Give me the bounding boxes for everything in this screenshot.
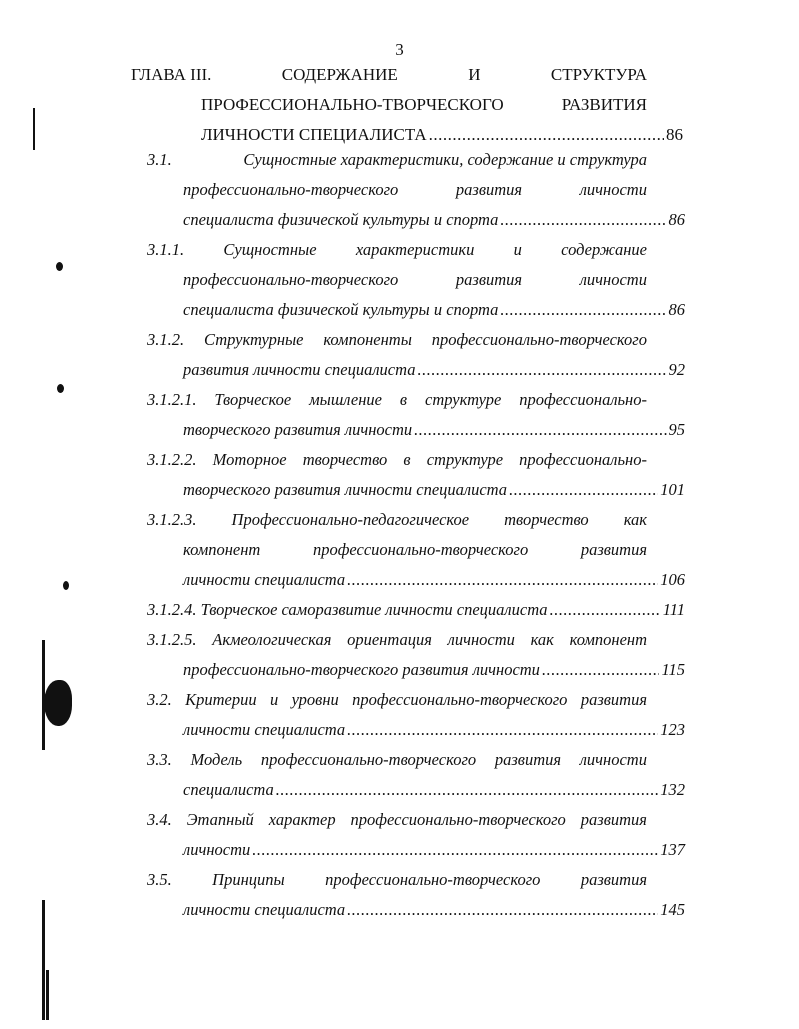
toc-word: Профессионально-педагогическое xyxy=(231,510,470,529)
toc-word: 3.4. xyxy=(147,810,172,829)
chapter-title-end: ЛИЧНОСТИ СПЕЦИАЛИСТА xyxy=(201,125,427,144)
toc-word: профессионально-творческого xyxy=(352,690,568,709)
toc-page-number: 115 xyxy=(661,660,685,679)
dot-leader xyxy=(347,570,658,590)
toc-entry-last-line xyxy=(183,210,685,230)
toc-page-number: 106 xyxy=(660,570,685,589)
toc-word: развития xyxy=(455,270,523,289)
toc-entry-title: 3.1.2.4. Творческое саморазвитие личности специалиста xyxy=(147,600,548,619)
toc-entry-line xyxy=(183,540,647,560)
dot-leader xyxy=(550,600,661,620)
toc-entry-line xyxy=(147,810,647,830)
toc-entry-line xyxy=(147,240,647,260)
dot-leader xyxy=(347,900,658,920)
scan-mark xyxy=(33,108,35,150)
toc-page-number: 137 xyxy=(660,840,685,859)
toc-word: структуре xyxy=(425,390,502,409)
dot-leader xyxy=(500,300,666,320)
dot-leader xyxy=(542,660,660,680)
toc-word: Акмеологическая xyxy=(212,630,332,649)
chapter-word: РАЗВИТИЯ xyxy=(561,95,647,114)
toc-word: Критерии xyxy=(185,690,257,709)
toc-entry-line xyxy=(183,270,647,290)
toc-page-number: 95 xyxy=(668,420,685,439)
toc-word: 3.1.2.2. xyxy=(147,450,197,469)
chapter-heading-line-3 xyxy=(201,125,683,145)
dot-leader xyxy=(276,780,658,800)
toc-word: развития xyxy=(580,870,647,889)
toc-word: Сущностные xyxy=(223,240,317,259)
dot-leader xyxy=(509,480,658,500)
toc-word: личности xyxy=(579,750,647,769)
toc-entry-line xyxy=(147,690,647,710)
chapter-word: СОДЕРЖАНИЕ xyxy=(281,65,398,84)
toc-entry-last-line xyxy=(147,600,685,620)
toc-word: структуре xyxy=(426,450,504,469)
toc-page-number: 101 xyxy=(660,480,685,499)
chapter-page-number: 86 xyxy=(666,125,683,144)
toc-entry-last-line xyxy=(183,570,685,590)
toc-word: Творческое xyxy=(214,390,292,409)
toc-entry-title: развития личности специалиста xyxy=(183,360,416,379)
toc-entry-line xyxy=(147,750,647,770)
toc-entry-title: творческого развития личности специалиста xyxy=(183,480,508,499)
toc-word: ориентация xyxy=(347,630,432,649)
toc-word: как xyxy=(530,630,554,649)
toc-page-number: 92 xyxy=(668,360,685,379)
page-number: 3 xyxy=(395,40,404,59)
toc-word: как xyxy=(623,510,647,529)
toc-word: в xyxy=(399,390,408,409)
toc-word: профессионально-творческого xyxy=(325,870,541,889)
toc-page-number: 145 xyxy=(660,900,685,919)
toc-word: 3.1. xyxy=(147,150,172,169)
toc-word: Этапный xyxy=(186,810,254,829)
toc-entry-title: специалиста физической культуры и спорта xyxy=(183,210,499,229)
toc-entry-title: личности специалиста xyxy=(183,720,346,739)
toc-entry-last-line xyxy=(183,360,685,380)
toc-word: развития xyxy=(455,180,523,199)
scan-blot xyxy=(44,680,72,726)
toc-word: творчество xyxy=(504,510,589,529)
toc-word: профессионально-творческого xyxy=(350,810,566,829)
toc-word: профессионально-творческого xyxy=(260,750,477,769)
toc-word: уровни xyxy=(291,690,339,709)
toc-entry-last-line xyxy=(183,780,685,800)
toc-entry-line xyxy=(147,450,647,470)
toc-word: личности xyxy=(447,630,515,649)
toc-word: 3.1.1. xyxy=(147,240,185,259)
toc-word: 3.1.2.3. xyxy=(147,510,197,529)
toc-word: профессионально-творческого xyxy=(183,180,399,199)
toc-page-number: 86 xyxy=(668,300,685,319)
dot-leader xyxy=(347,720,658,740)
toc-entry-line xyxy=(147,330,647,350)
dot-leader xyxy=(414,420,666,440)
toc-word: Структурные xyxy=(203,330,304,349)
toc-entry-line xyxy=(147,870,647,890)
toc-word: характер xyxy=(268,810,336,829)
toc-word: развития xyxy=(494,750,562,769)
toc-word: творчество xyxy=(302,450,388,469)
scan-mark xyxy=(46,970,49,1020)
toc-entry-last-line xyxy=(183,300,685,320)
toc-page-number: 86 xyxy=(668,210,685,229)
toc-word: мышление xyxy=(309,390,382,409)
toc-word: профессионально- xyxy=(519,450,647,469)
toc-word: личности xyxy=(579,180,647,199)
toc-word: личности xyxy=(579,270,647,289)
chapter-word: ГЛАВА III. xyxy=(131,65,212,84)
toc-entry-line xyxy=(147,390,647,410)
toc-entry-line xyxy=(147,630,647,650)
toc-entry-last-line xyxy=(183,480,685,500)
toc-word: компонент xyxy=(183,540,261,559)
toc-word: 3.2. xyxy=(147,690,172,709)
dot-leader xyxy=(417,360,666,380)
toc-entry-title: специалиста физической культуры и спорта xyxy=(183,300,499,319)
toc-word: Сущностные характеристики, содержание и структура xyxy=(243,150,647,169)
toc-word: Принципы xyxy=(212,870,285,889)
toc-entry-last-line xyxy=(183,420,685,440)
chapter-word: ПРОФЕССИОНАЛЬНО-ТВОРЧЕСКОГО xyxy=(201,95,504,114)
toc-word: профессионально-творческого xyxy=(183,270,399,289)
toc-word: профессионально- xyxy=(519,390,647,409)
toc-entry-title: личности специалиста xyxy=(183,900,346,919)
chapter-word: И xyxy=(468,65,481,84)
toc-word: и xyxy=(269,690,279,709)
toc-word: развития xyxy=(580,540,647,559)
toc-word: 3.1.2.1. xyxy=(147,390,197,409)
toc-word: и xyxy=(513,240,522,259)
toc-word: профессионально-творческого xyxy=(312,540,529,559)
scan-mark xyxy=(42,900,45,1020)
dot-leader xyxy=(500,210,666,230)
toc-word: 3.5. xyxy=(147,870,172,889)
toc-page-number: 123 xyxy=(660,720,685,739)
chapter-heading-line-2 xyxy=(201,95,647,115)
toc-word: характеристики xyxy=(355,240,475,259)
toc-word: развития xyxy=(580,690,647,709)
toc-word: компонент xyxy=(569,630,647,649)
toc-entry-last-line xyxy=(183,720,685,740)
toc-word: компоненты xyxy=(323,330,412,349)
hole-punch-mark xyxy=(56,262,63,271)
dot-leader xyxy=(252,840,658,860)
chapter-heading-line-1 xyxy=(131,65,647,85)
toc-entry-title: личности xyxy=(183,840,251,859)
hole-punch-mark xyxy=(57,384,64,393)
chapter-word: СТРУКТУРА xyxy=(550,65,647,84)
toc-entry-title: специалиста xyxy=(183,780,274,799)
toc-entry-title: личности специалиста xyxy=(183,570,346,589)
toc-page-number: 132 xyxy=(660,780,685,799)
toc-entry-line xyxy=(183,180,647,200)
toc-word: Модель xyxy=(190,750,243,769)
toc-word: 3.3. xyxy=(147,750,172,769)
toc-word: 3.1.2. xyxy=(147,330,185,349)
toc-word: в xyxy=(403,450,411,469)
toc-word: 3.1.2.5. xyxy=(147,630,197,649)
toc-entry-line xyxy=(147,510,647,530)
hole-punch-mark xyxy=(63,581,69,590)
toc-page-number: 111 xyxy=(662,600,685,619)
toc-entry-last-line xyxy=(183,660,685,680)
toc-word: Моторное xyxy=(212,450,287,469)
toc-entry-last-line xyxy=(183,900,685,920)
toc-entry-last-line xyxy=(183,840,685,860)
dot-leader xyxy=(429,125,664,145)
toc-entry-title: творческого развития личности xyxy=(183,420,413,439)
toc-word: профессионально-творческого xyxy=(431,330,647,349)
toc-word: развития xyxy=(580,810,647,829)
toc-entry-title: профессионально-творческого развития личности xyxy=(183,660,540,679)
toc-entry-line xyxy=(147,150,647,170)
toc-word: содержание xyxy=(561,240,647,259)
